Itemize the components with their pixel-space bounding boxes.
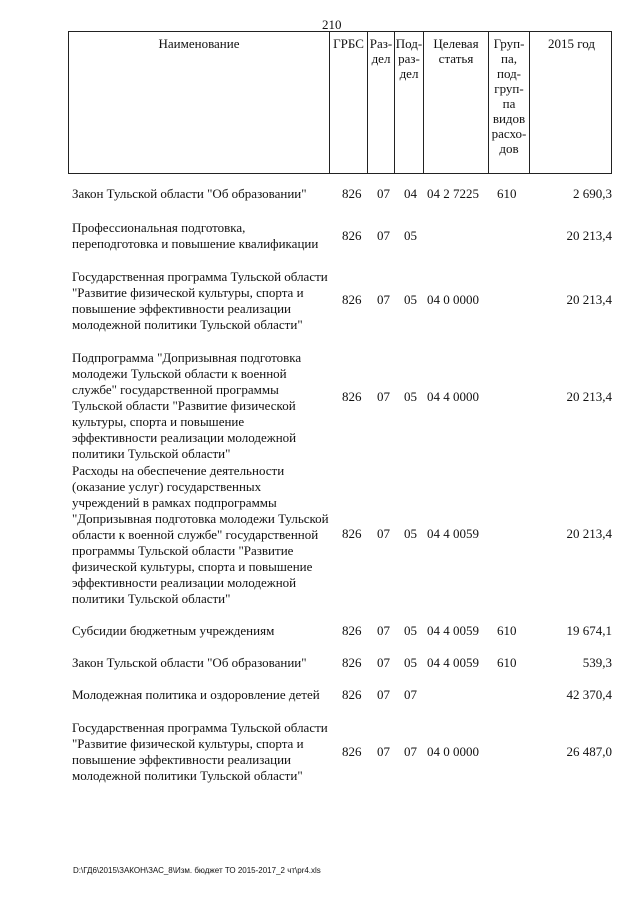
row-amount: 20 213,4 <box>566 389 612 404</box>
page-number: 210 <box>322 17 342 32</box>
row-podrazdel: 05 <box>404 623 417 638</box>
row-razdel: 07 <box>377 389 390 404</box>
row-amount: 26 487,0 <box>566 744 612 759</box>
row-grbs: 826 <box>342 687 362 702</box>
row-target: 04 4 0000 <box>427 389 479 404</box>
row-razdel: 07 <box>377 655 390 670</box>
table-header <box>68 31 612 174</box>
row-amount: 42 370,4 <box>566 687 612 702</box>
row-amount: 19 674,1 <box>566 623 612 638</box>
row-grbs: 826 <box>342 655 362 670</box>
row-group: 610 <box>497 186 517 201</box>
row-podrazdel: 05 <box>404 526 417 541</box>
row-razdel: 07 <box>377 186 390 201</box>
header-year: 2015 год <box>529 32 613 173</box>
row-group: 610 <box>497 623 517 638</box>
file-path-footer: D:\ГД6\2015\ЗАКОН\ЗАС_8\Изм. бюджет ТО 2015-2017_2 чт\pr4.xls <box>73 866 321 875</box>
row-podrazdel: 05 <box>404 228 417 243</box>
row-name: Закон Тульской области "Об образовании" <box>72 655 307 670</box>
row-podrazdel: 05 <box>404 655 417 670</box>
row-name: Молодежная политика и оздоровление детей <box>72 687 320 702</box>
row-amount: 2 690,3 <box>573 186 612 201</box>
row-name: Профессиональная подготовка, переподготовка и повышение квалификации <box>72 220 319 251</box>
header-grbs: ГРБС <box>329 32 367 173</box>
row-amount: 539,3 <box>582 655 612 670</box>
row-grbs: 826 <box>342 292 362 307</box>
row-target: 04 0 0000 <box>427 292 479 307</box>
row-name: Государственная программа Тульской области "Развитие физической культуры, спорта и повышение эффективности реализации молодежной политики Тульской области" <box>72 269 328 332</box>
row-name: Закон Тульской области "Об образовании" <box>72 186 307 201</box>
row-podrazdel: 05 <box>404 389 417 404</box>
row-razdel: 07 <box>377 292 390 307</box>
row-target: 04 4 0059 <box>427 623 479 638</box>
row-podrazdel: 05 <box>404 292 417 307</box>
row-grbs: 826 <box>342 526 362 541</box>
row-razdel: 07 <box>377 687 390 702</box>
row-target: 04 4 0059 <box>427 655 479 670</box>
row-name: Расходы на обеспечение деятельности (оказание услуг) государственных учреждений в рамках подпрограммы "Допризывная подготовка молодежи Тульской области к военной службе" государственной программы Тульской области "Развитие физической культуры, спорта и повышение эффективности реализации молодежной политики Тульской области" <box>72 463 329 606</box>
row-razdel: 07 <box>377 228 390 243</box>
header-name: Наименование <box>158 36 240 51</box>
row-target: 04 4 0059 <box>427 526 479 541</box>
row-podrazdel: 07 <box>404 744 417 759</box>
row-target: 04 2 7225 <box>427 186 479 201</box>
row-name: Подпрограмма "Допризывная подготовка молодежи Тульской области к военной службе" государственной программы Тульской области "Развитие физической культуры, спорта и повышение эффективности реализации молодежной политики Тульской области" <box>72 350 302 461</box>
header-podrazdel: Под- раз- дел <box>394 32 423 173</box>
row-name: Государственная программа Тульской области "Развитие физической культуры, спорта и повышение эффективности реализации молодежной политики Тульской области" <box>72 720 328 783</box>
row-amount: 20 213,4 <box>566 228 612 243</box>
row-podrazdel: 07 <box>404 687 417 702</box>
row-name: Субсидии бюджетным учреждениям <box>72 623 275 638</box>
row-grbs: 826 <box>342 389 362 404</box>
row-razdel: 07 <box>377 623 390 638</box>
row-razdel: 07 <box>377 526 390 541</box>
header-target: Целевая статья <box>423 32 488 173</box>
row-grbs: 826 <box>342 744 362 759</box>
row-grbs: 826 <box>342 186 362 201</box>
row-amount: 20 213,4 <box>566 292 612 307</box>
header-razdel: Раз- дел <box>367 32 394 173</box>
row-razdel: 07 <box>377 744 390 759</box>
row-grbs: 826 <box>342 623 362 638</box>
row-podrazdel: 04 <box>404 186 417 201</box>
header-group: Груп- па, под- груп- па видов расхо- дов <box>488 32 529 173</box>
row-target: 04 0 0000 <box>427 744 479 759</box>
row-grbs: 826 <box>342 228 362 243</box>
row-group: 610 <box>497 655 517 670</box>
row-amount: 20 213,4 <box>566 526 612 541</box>
